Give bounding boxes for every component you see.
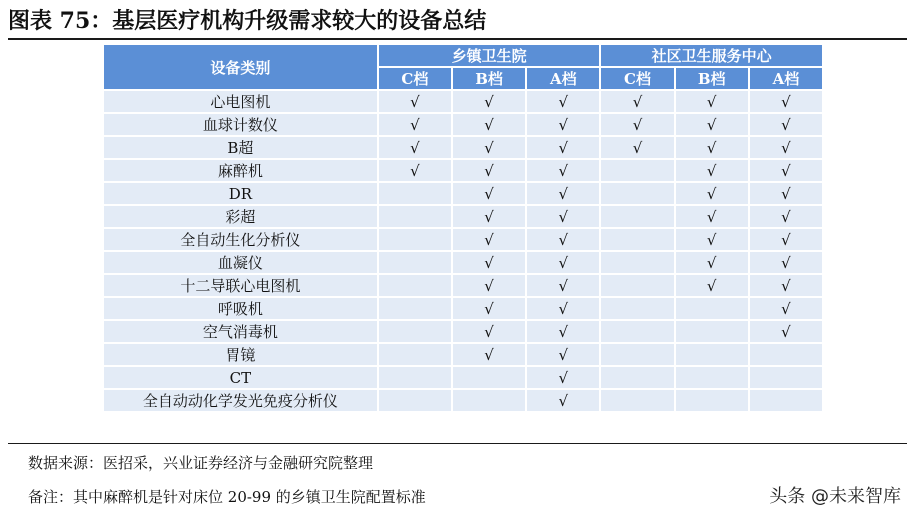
check-mark-cell: √ — [453, 344, 525, 365]
check-mark-cell: √ — [453, 206, 525, 227]
check-mark-cell: √ — [453, 252, 525, 273]
check-mark-cell: √ — [527, 298, 599, 319]
check-mark-cell: √ — [379, 91, 451, 112]
empty-cell — [601, 390, 673, 411]
check-mark-cell: √ — [453, 321, 525, 342]
empty-cell — [750, 390, 822, 411]
check-mark-cell: √ — [676, 275, 748, 296]
equipment-name: 空气消毒机 — [104, 321, 377, 342]
check-mark-cell: √ — [527, 344, 599, 365]
equipment-name: 血凝仪 — [104, 252, 377, 273]
check-mark-cell: √ — [453, 298, 525, 319]
check-mark-cell: √ — [379, 114, 451, 135]
check-mark-cell: √ — [750, 252, 822, 273]
equipment-name: 胃镜 — [104, 344, 377, 365]
empty-cell — [601, 160, 673, 181]
table-row — [104, 321, 822, 342]
check-mark-cell: √ — [750, 275, 822, 296]
equipment-name: 呼吸机 — [104, 298, 377, 319]
group-header-community: 社区卫生服务中心 — [601, 45, 822, 66]
check-mark-cell: √ — [601, 91, 673, 112]
equipment-name: CT — [104, 367, 377, 388]
group-header-township: 乡镇卫生院 — [379, 45, 600, 66]
empty-cell — [676, 321, 748, 342]
check-mark-cell: √ — [527, 229, 599, 250]
empty-cell — [379, 367, 451, 388]
equipment-name: 全自动生化分析仪 — [104, 229, 377, 250]
equipment-name: DR — [104, 183, 377, 204]
empty-cell — [379, 229, 451, 250]
table-row — [104, 344, 822, 365]
check-mark-cell: √ — [750, 160, 822, 181]
empty-cell — [379, 390, 451, 411]
check-mark-cell: √ — [601, 137, 673, 158]
grade-header: C档 — [379, 68, 451, 89]
check-mark-cell: √ — [527, 206, 599, 227]
empty-cell — [601, 183, 673, 204]
empty-cell — [601, 206, 673, 227]
check-mark-cell: √ — [676, 160, 748, 181]
table-row — [104, 114, 822, 135]
check-mark-cell: √ — [453, 137, 525, 158]
empty-cell — [601, 367, 673, 388]
table-row — [104, 91, 822, 112]
empty-cell — [601, 321, 673, 342]
check-mark-cell: √ — [676, 252, 748, 273]
check-mark-cell: √ — [379, 160, 451, 181]
empty-cell — [379, 252, 451, 273]
empty-cell — [379, 183, 451, 204]
table-row — [104, 137, 822, 158]
table-row — [104, 367, 822, 388]
check-mark-cell: √ — [453, 183, 525, 204]
empty-cell — [379, 298, 451, 319]
empty-cell — [601, 275, 673, 296]
table-row — [104, 229, 822, 250]
check-mark-cell: √ — [676, 137, 748, 158]
check-mark-cell: √ — [527, 275, 599, 296]
check-mark-cell: √ — [676, 91, 748, 112]
check-mark-cell: √ — [527, 91, 599, 112]
empty-cell — [676, 390, 748, 411]
check-mark-cell: √ — [750, 298, 822, 319]
empty-cell — [750, 367, 822, 388]
check-mark-cell: √ — [527, 160, 599, 181]
bottom-rule — [8, 443, 907, 444]
empty-cell — [676, 298, 748, 319]
check-mark-cell: √ — [453, 91, 525, 112]
table-row — [104, 390, 822, 411]
equipment-name: 麻醉机 — [104, 160, 377, 181]
check-mark-cell: √ — [527, 252, 599, 273]
table-row — [104, 252, 822, 273]
empty-cell — [379, 321, 451, 342]
grade-header: B档 — [676, 68, 748, 89]
empty-cell — [453, 390, 525, 411]
empty-cell — [379, 275, 451, 296]
check-mark-cell: √ — [750, 206, 822, 227]
check-mark-cell: √ — [750, 91, 822, 112]
empty-cell — [453, 367, 525, 388]
check-mark-cell: √ — [453, 275, 525, 296]
remark-note: 备注：其中麻醉机是针对床位 20-99 的乡镇卫生院配置标准 — [28, 488, 426, 506]
empty-cell — [379, 206, 451, 227]
check-mark-cell: √ — [750, 137, 822, 158]
check-mark-cell: √ — [453, 114, 525, 135]
check-mark-cell: √ — [676, 183, 748, 204]
check-mark-cell: √ — [527, 114, 599, 135]
check-mark-cell: √ — [453, 229, 525, 250]
grade-header: A档 — [750, 68, 822, 89]
table-row — [104, 183, 822, 204]
check-mark-cell: √ — [676, 229, 748, 250]
check-mark-cell: √ — [379, 137, 451, 158]
table-row — [104, 160, 822, 181]
equipment-name: 心电图机 — [104, 91, 377, 112]
table-row — [104, 298, 822, 319]
check-mark-cell: √ — [601, 114, 673, 135]
grade-header: B档 — [453, 68, 525, 89]
equipment-name: 血球计数仪 — [104, 114, 377, 135]
figure-title: 图表 75：基层医疗机构升级需求较大的设备总结 — [8, 8, 487, 34]
check-mark-cell: √ — [750, 229, 822, 250]
table-row — [104, 275, 822, 296]
check-mark-cell: √ — [527, 321, 599, 342]
equipment-name: B超 — [104, 137, 377, 158]
check-mark-cell: √ — [676, 206, 748, 227]
empty-cell — [601, 229, 673, 250]
grade-header: A档 — [527, 68, 599, 89]
check-mark-cell: √ — [527, 390, 599, 411]
equipment-name: 全自动动化学发光免疫分析仪 — [104, 390, 377, 411]
grade-header: C档 — [601, 68, 673, 89]
check-mark-cell: √ — [750, 114, 822, 135]
top-rule — [8, 38, 907, 40]
empty-cell — [750, 344, 822, 365]
table-body — [104, 91, 822, 411]
empty-cell — [676, 367, 748, 388]
equipment-name: 彩超 — [104, 206, 377, 227]
check-mark-cell: √ — [750, 183, 822, 204]
check-mark-cell: √ — [676, 114, 748, 135]
empty-cell — [379, 344, 451, 365]
equipment-table-container — [102, 43, 824, 437]
category-header: 设备类别 — [104, 45, 377, 89]
check-mark-cell: √ — [453, 160, 525, 181]
check-mark-cell: √ — [527, 367, 599, 388]
watermark: 头条 @未来智库 — [769, 486, 901, 507]
empty-cell — [676, 344, 748, 365]
check-mark-cell: √ — [750, 321, 822, 342]
check-mark-cell: √ — [527, 137, 599, 158]
source-note: 数据来源：医招采，兴业证券经济与金融研究院整理 — [28, 454, 374, 472]
empty-cell — [601, 298, 673, 319]
equipment-table — [102, 43, 824, 413]
table-row — [104, 206, 822, 227]
empty-cell — [601, 344, 673, 365]
empty-cell — [601, 252, 673, 273]
equipment-name: 十二导联心电图机 — [104, 275, 377, 296]
check-mark-cell: √ — [527, 183, 599, 204]
